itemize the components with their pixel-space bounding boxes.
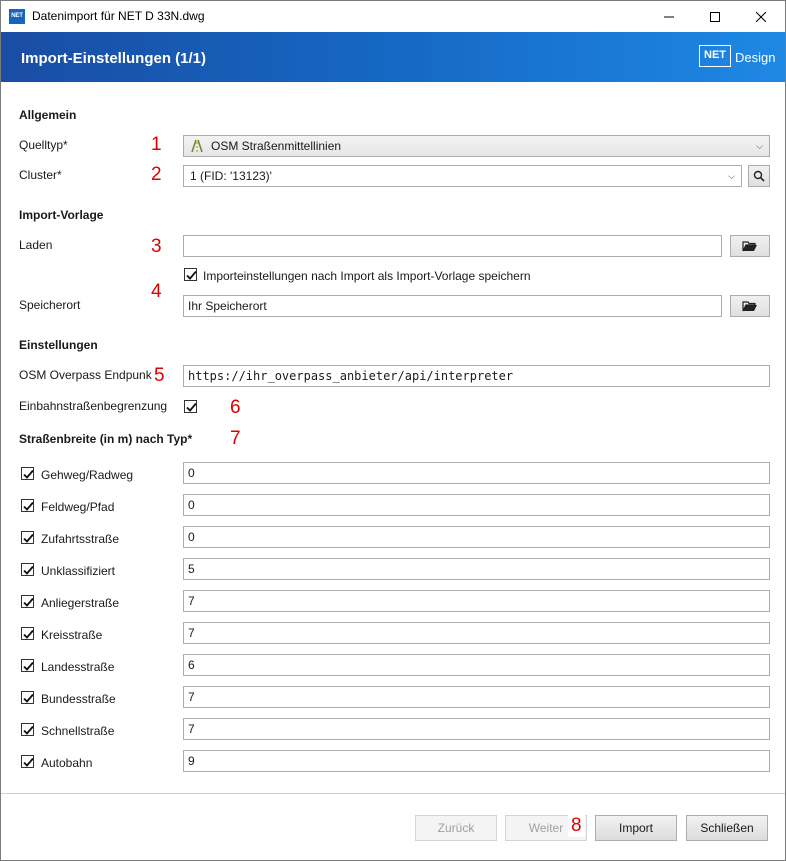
width-row-input[interactable]: 6 xyxy=(183,654,770,676)
width-row-checkbox[interactable] xyxy=(21,755,34,768)
net-logo: NET xyxy=(699,45,731,67)
width-row-input[interactable]: 0 xyxy=(183,462,770,484)
checkmark-icon xyxy=(22,724,35,737)
chevron-down-icon: ⌵ xyxy=(756,141,763,151)
width-row-input[interactable]: 0 xyxy=(183,494,770,516)
laden-label: Laden xyxy=(19,238,53,252)
app-icon: NET xyxy=(9,9,25,24)
width-row-label: Zufahrtsstraße xyxy=(41,532,120,546)
annotation-6: 6 xyxy=(230,397,241,418)
width-row-label: Bundesstraße xyxy=(41,692,116,706)
einbahn-checkbox[interactable] xyxy=(184,400,197,413)
width-row-input[interactable]: 5 xyxy=(183,558,770,580)
cluster-value: 1 (FID: '13123)' xyxy=(190,169,272,183)
speicherort-label: Speicherort xyxy=(19,298,81,312)
checkmark-icon xyxy=(22,468,35,481)
maximize-icon xyxy=(710,12,720,22)
speicherort-input[interactable]: Ihr Speicherort xyxy=(183,295,722,317)
checkmark-icon xyxy=(22,692,35,705)
checkmark-icon xyxy=(22,660,35,673)
endpoint-input[interactable]: https://ihr_overpass_anbieter/api/interpreter xyxy=(183,365,770,387)
cluster-label: Cluster* xyxy=(19,168,62,182)
width-row-input[interactable]: 7 xyxy=(183,590,770,612)
maximize-button[interactable] xyxy=(692,1,738,32)
checkmark-icon xyxy=(185,269,198,282)
annotation-2: 2 xyxy=(151,164,162,185)
width-row-label: Schnellstraße xyxy=(41,724,115,738)
window-title: Datenimport für NET D 33N.dwg xyxy=(32,9,205,23)
import-button[interactable]: Import xyxy=(595,815,677,841)
width-row-input[interactable]: 7 xyxy=(183,622,770,644)
section-einstellungen: Einstellungen xyxy=(19,338,98,352)
quelltyp-select[interactable] xyxy=(183,135,770,157)
save-template-checkbox[interactable] xyxy=(184,268,197,281)
checkmark-icon xyxy=(22,628,35,641)
close-button[interactable]: Schließen xyxy=(686,815,768,841)
annotation-8: 8 xyxy=(568,815,585,837)
width-row-input[interactable]: 0 xyxy=(183,526,770,548)
width-row-checkbox[interactable] xyxy=(21,659,34,672)
annotation-4: 4 xyxy=(151,281,162,302)
checkmark-icon xyxy=(185,401,198,414)
laden-browse-button[interactable] xyxy=(730,235,770,257)
save-template-label: Importeinstellungen nach Import als Import-Vorlage speichern xyxy=(203,269,531,283)
speicherort-browse-button[interactable] xyxy=(730,295,770,317)
width-row-label: Gehweg/Radweg xyxy=(41,468,134,482)
checkmark-icon xyxy=(22,564,35,577)
annotation-1: 1 xyxy=(151,134,162,155)
chevron-down-icon: ⌵ xyxy=(728,171,735,181)
logo-suffix: Design xyxy=(735,50,776,65)
road-icon xyxy=(190,139,204,153)
quelltyp-value: OSM Straßenmittellinien xyxy=(211,139,342,153)
annotation-5: 5 xyxy=(154,365,165,386)
section-import-vorlage: Import-Vorlage xyxy=(19,208,104,222)
width-row-input[interactable]: 7 xyxy=(183,686,770,708)
quelltyp-label: Quelltyp* xyxy=(19,138,68,152)
endpoint-label: OSM Overpass Endpunk xyxy=(19,368,152,382)
checkmark-icon xyxy=(22,756,35,769)
header-banner xyxy=(1,32,785,82)
minimize-button[interactable] xyxy=(646,1,692,32)
next-button[interactable]: Weiter xyxy=(505,815,587,841)
width-row-checkbox[interactable] xyxy=(21,467,34,480)
width-row-checkbox[interactable] xyxy=(21,627,34,640)
width-row-input[interactable]: 9 xyxy=(183,750,770,772)
width-row-checkbox[interactable] xyxy=(21,531,34,544)
width-row-input[interactable]: 7 xyxy=(183,718,770,740)
width-row-checkbox[interactable] xyxy=(21,691,34,704)
annotation-3: 3 xyxy=(151,236,162,257)
section-strassenbreite: Straßenbreite (in m) nach Typ* xyxy=(19,432,193,446)
width-row-label: Kreisstraße xyxy=(41,628,103,642)
folder-open-icon xyxy=(742,300,758,312)
folder-open-icon xyxy=(742,240,758,252)
checkmark-icon xyxy=(22,596,35,609)
annotation-7: 7 xyxy=(230,428,241,449)
width-row-label: Anliegerstraße xyxy=(41,596,120,610)
laden-input[interactable] xyxy=(183,235,722,257)
width-row-label: Landesstraße xyxy=(41,660,115,674)
einbahn-label: Einbahnstraßenbegrenzung xyxy=(19,399,168,413)
width-row-checkbox[interactable] xyxy=(21,723,34,736)
page-title: Import-Einstellungen (1/1) xyxy=(21,50,207,67)
close-icon xyxy=(756,12,766,22)
minimize-icon xyxy=(664,12,674,22)
cluster-search-button[interactable] xyxy=(748,165,770,187)
width-row-checkbox[interactable] xyxy=(21,499,34,512)
close-window-button[interactable] xyxy=(738,1,784,32)
width-row-label: Autobahn xyxy=(41,756,93,770)
width-row-label: Feldweg/Pfad xyxy=(41,500,115,514)
checkmark-icon xyxy=(22,532,35,545)
search-icon xyxy=(753,170,765,182)
checkmark-icon xyxy=(22,500,35,513)
width-row-label: Unklassifiziert xyxy=(41,564,116,578)
footer-divider xyxy=(1,793,785,794)
section-allgemein: Allgemein xyxy=(19,108,77,122)
cluster-select[interactable] xyxy=(183,165,742,187)
back-button[interactable]: Zurück xyxy=(415,815,497,841)
width-row-checkbox[interactable] xyxy=(21,595,34,608)
title-bar xyxy=(1,1,785,32)
width-row-checkbox[interactable] xyxy=(21,563,34,576)
